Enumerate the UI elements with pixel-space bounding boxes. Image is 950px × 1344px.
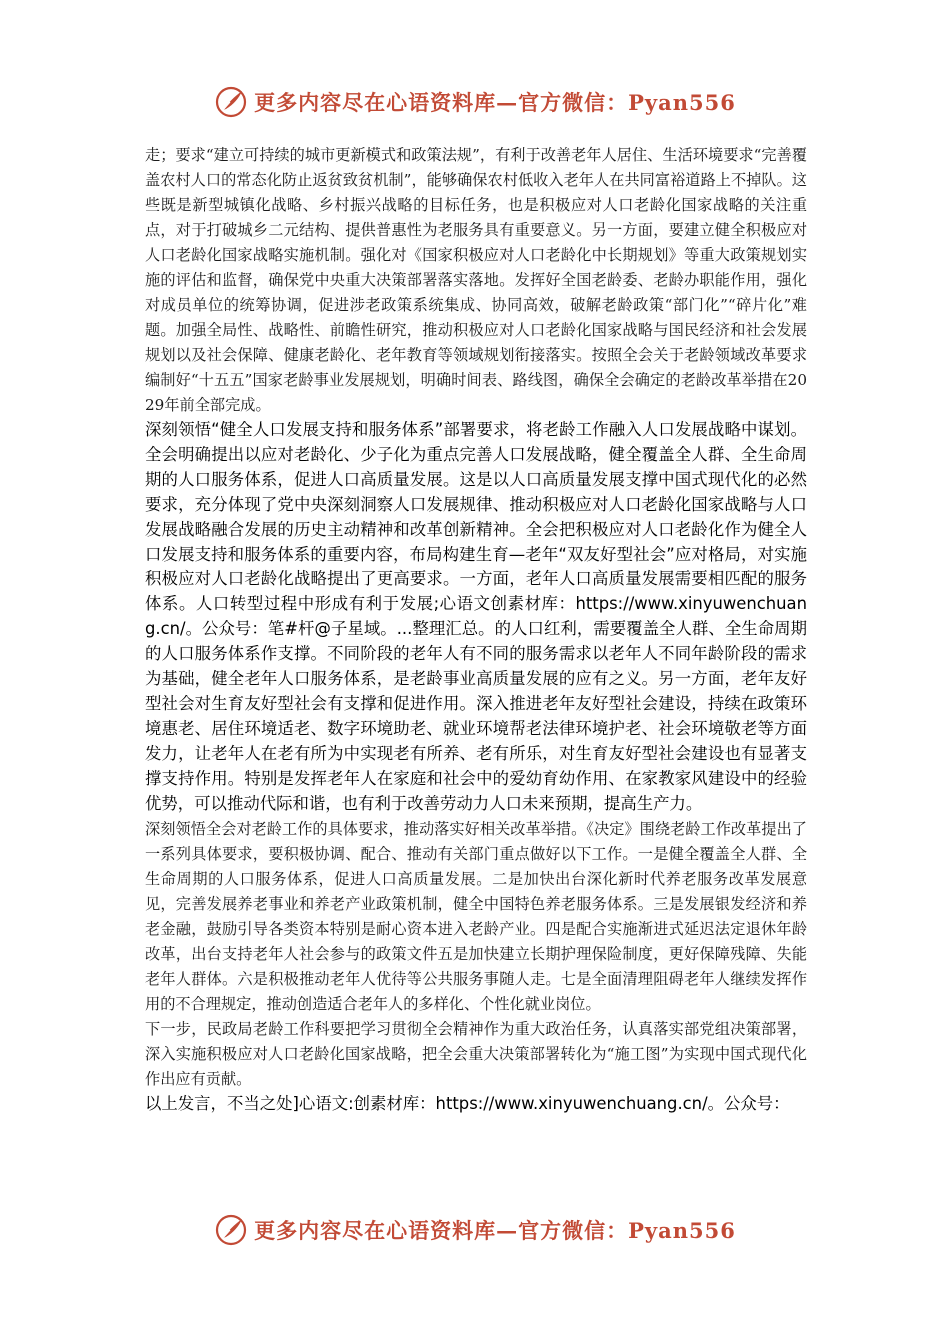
quill-pen-logo-icon [214, 1213, 248, 1247]
document-body [145, 143, 807, 1116]
paragraph-1: 走；要求“建立可持续的城市更新模式和政策法规”，有利于改善老年人居住、生活环境要求“完善覆盖农村人口的常态化防止返贫致贫机制”，能够确保农村低收入老年人在共同富裕道路上不掉队。这些既是新型城镇化战略、乡村振兴战略的目标任务，也是积极应对人口老龄化国家战略的关注重点，对于打破城乡二元结构、提供普惠性为老服务具有重要意义。另一方面，要建立健全积极应对人口老龄化国家战略实施机制。强化对《国家积极应对人口老龄化中长期规划》等重大政策规划实施的评估和监督，确保党中央重大决策部署落实落地。发挥好全国老龄委、老龄办职能作用，强化对成员单位的统筹协调，促进涉老政策系统集成、协同高效，破解老龄政策“部门化”“碎片化”难题。加强全局性、战略性、前瞻性研究，推动积极应对人口老龄化国家战略与国民经济和社会发展规划以及社会保障、健康老龄化、老年教育等领域规划衔接落实。按照全会关于老龄领域改革要求编制好“十五五”国家老龄事业发展规划，明确时间表、路线图，确保全会确定的老龄改革举措在2029年前全部完成。 [145, 146, 807, 414]
paragraph-5: 以上发言，不当之处]心语文:创素材库：https://www.xinyuwenchuang.cn/。公众号： [145, 1093, 790, 1113]
paragraph-2: 深刻领悟“健全人口发展支持和服务体系”部署要求，将老龄工作融入人口发展战略中谋划。全会明确提出以应对老龄化、少子化为重点完善人口发展战略，健全覆盖全人群、全生命周期的人口服务体系，促进人口高质量发展。这是以人口高质量发展支撑中国式现代化的必然要求，充分体现了党中央深刻洞察人口发展规律、推动积极应对人口老龄化国家战略与人口发展战略融合发展的历史主动精神和改革创新精神。全会把积极应对人口老龄化作为健全人口发展支持和服务体系的重要内容，布局构建生育—老年“双友好型社会”应对格局，对实施积极应对人口老龄化战略提出了更高要求。一方面，老年人口高质量发展需要相匹配的服务体系。人口转型过程中形成有利于发展;心语文创素材库：https://www.xinyuwenchuang.cn/。公众号：笔#杆@子星域。...整理汇总。的人口红利，需要覆盖全人群、全生命周期的人口服务体系作支撑。不同阶段的老年人有不同的服务需求以老年人不同年龄阶段的需求为基础，健全老年人口服务体系，是老龄事业高质量发展的应有之义。另一方面，老年友好型社会对生育友好型社会有支撑和促进作用。深入推进老年友好型社会建设，持续在政策环境惠老、居住环境适老、数字环境助老、就业环境帮老法律环境护老、社会环境敬老等方面发力，让老年人在老有所为中实现老有所养、老有所乐，对生育友好型社会建设也有显著支撑支持作用。特别是发挥老年人在家庭和社会中的爱幼育幼作用、在家教家风建设中的经验优势，可以推动代际和谐，也有利于改善劳动力人口未来预期，提高生产力。 [145, 420, 807, 813]
paragraph-4: 下一步，民政局老龄工作科要把学习贯彻全会精神作为重大政治任务，认真落实部党组决策部署，深入实施积极应对人口老龄化国家战略，把全会重大决策部署转化为“施工图”为实现中国式现代化作出应有贡献。 [145, 1019, 807, 1088]
header-banner [0, 80, 950, 124]
header-banner-text: 更多内容尽在心语资料库—官方微信：Pyan556 [254, 90, 736, 115]
footer-banner-text: 更多内容尽在心语资料库—官方微信：Pyan556 [254, 1218, 736, 1243]
quill-pen-logo-icon [214, 85, 248, 119]
footer-banner [0, 1208, 950, 1252]
paragraph-3: 深刻领悟全会对老龄工作的具体要求，推动落实好相关改革举措。《决定》围绕老龄工作改革提出了一系列具体要求，要积极协调、配合、推动有关部门重点做好以下工作。一是健全覆盖全人群、全生命周期的人口服务体系，促进人口高质量发展。二是加快出台深化新时代养老服务改革发展意见，完善发展养老事业和养老产业政策机制，健全中国特色养老服务体系。三是发展银发经济和养老金融，鼓励引导各类资本特别是耐心资本进入老龄产业。四是配合实施渐进式延迟法定退休年龄改革，出台支持老年人社会参与的政策文件五是加快建立长期护理保险制度，更好保障残障、失能老年人群体。六是积极推动老年人优待等公共服务事随人走。七是全面清理阻碍老年人继续发挥作用的不合理规定，推动创造适合老年人的多样化、个性化就业岗位。 [145, 819, 807, 1013]
